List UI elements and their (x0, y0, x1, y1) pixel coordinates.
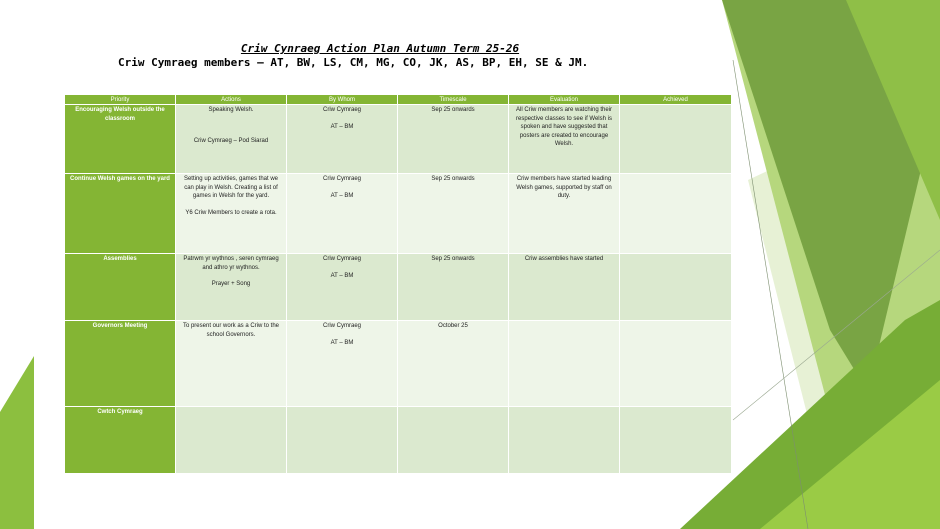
by-whom-text: AT – BM (330, 272, 354, 279)
timescale-cell: Sep 25 onwards (398, 174, 509, 254)
members-subtitle: Criw Cymraeg members – AT, BW, LS, CM, MG, CO, JK, AS, BP, EH, SE & JM. (118, 56, 589, 69)
by-whom-text: AT – BM (330, 123, 354, 130)
timescale-cell: Sep 25 onwards (398, 254, 509, 321)
by-whom-text: AT – BM (330, 192, 354, 199)
table-header-row (65, 95, 732, 105)
table-row (65, 174, 732, 254)
by-whom-cell (287, 174, 398, 254)
header-achieved: Achieved (620, 95, 732, 105)
evaluation-cell (509, 321, 620, 407)
achieved-cell (620, 174, 732, 254)
action-text: To present our work as a Criw to the school Governors. (182, 323, 280, 338)
actions-cell (176, 254, 287, 321)
priority-cell: Cwtch Cymraeg (65, 407, 176, 474)
by-whom-text: Criw Cymraeg (322, 176, 361, 182)
header-evaluation: Evaluation (509, 95, 620, 105)
achieved-cell (620, 105, 732, 174)
action-text: Speaking Welsh. (208, 107, 254, 113)
header-by-whom: By Whom (287, 95, 398, 105)
action-text: Criw Cymraeg – Pod Siarad (193, 137, 269, 144)
timescale-cell (398, 407, 509, 474)
evaluation-cell: All Criw members are watching their respective classes to see if Welsh is spoken and have suggested that posters are created to encourage Welsh. (509, 105, 620, 174)
evaluation-cell: Criw members have started leading Welsh games, supported by staff on duty. (509, 174, 620, 254)
header-timescale: Timescale (398, 95, 509, 105)
action-text: Patrwm yr wythnos , seren cymraeg and athro yr wythnos. (183, 256, 279, 271)
priority-cell: Assemblies (65, 254, 176, 321)
actions-cell (176, 407, 287, 474)
priority-cell: Governors Meeting (65, 321, 176, 407)
by-whom-cell (287, 254, 398, 321)
actions-cell (176, 105, 287, 174)
achieved-cell (620, 407, 732, 474)
by-whom-cell (287, 105, 398, 174)
evaluation-cell: Criw assemblies have started (509, 254, 620, 321)
priority-cell: Encouraging Welsh outside the classroom (65, 105, 176, 174)
action-text: Setting up activities, games that we can play in Welsh. Creating a list of games in Welsh for the yard. (183, 176, 279, 200)
table-row (65, 321, 732, 407)
by-whom-cell (287, 321, 398, 407)
actions-cell (176, 321, 287, 407)
page-title: Criw Cynraeg Action Plan Autumn Term 25-26 (240, 42, 520, 55)
action-text: Prayer + Song (211, 281, 251, 288)
by-whom-text: Criw Cymraeg (322, 107, 361, 113)
header-priority: Priority (65, 95, 176, 105)
achieved-cell (620, 254, 732, 321)
by-whom-cell (287, 407, 398, 474)
table-row (65, 254, 732, 321)
action-plan-table (64, 94, 732, 474)
priority-cell: Continue Welsh games on the yard (65, 174, 176, 254)
by-whom-text: Criw Cymraeg (322, 323, 361, 329)
table-row (65, 407, 732, 474)
header-actions: Actions (176, 95, 287, 105)
evaluation-cell (509, 407, 620, 474)
timescale-cell: Sep 25 onwards (398, 105, 509, 174)
by-whom-text: AT – BM (330, 339, 354, 346)
left-corner-shape (0, 356, 34, 529)
by-whom-text: Criw Cymraeg (322, 256, 361, 262)
actions-cell (176, 174, 287, 254)
table-row (65, 105, 732, 174)
timescale-cell: October 25 (398, 321, 509, 407)
action-text: Y6 Criw Members to create a rota. (185, 209, 277, 216)
achieved-cell (620, 321, 732, 407)
